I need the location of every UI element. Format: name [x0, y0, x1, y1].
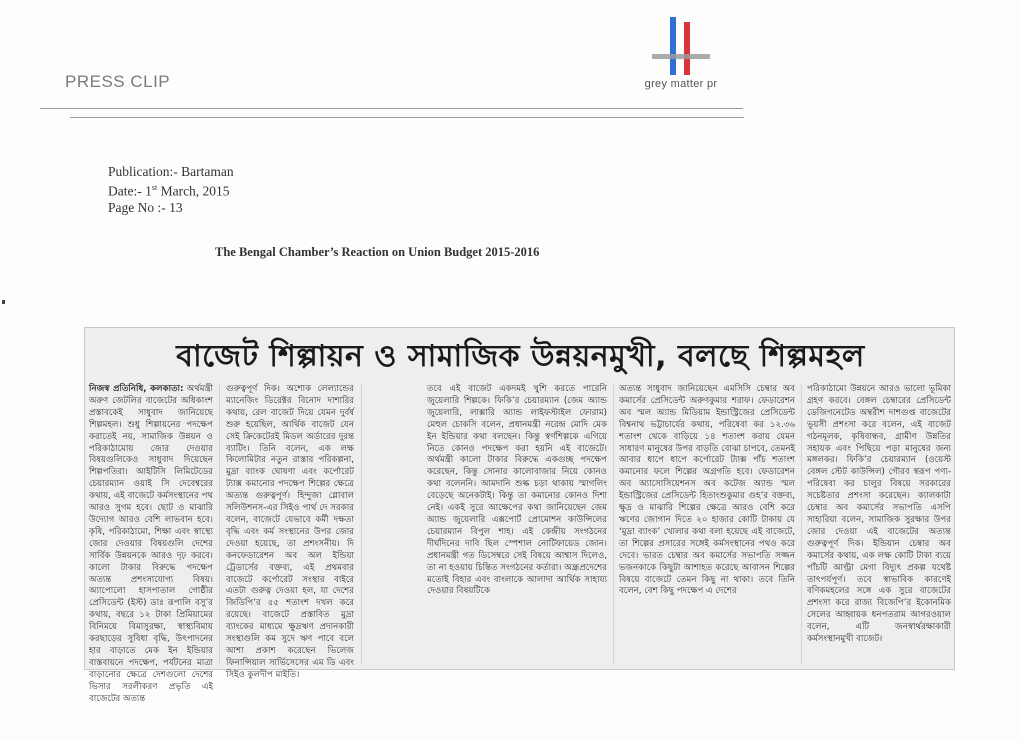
column-text: অত্যন্ত সাধুবাদ জানিয়েছেন এমসিসি চেম্বার অব কমার্সের প্রেসিডেন্ট অরুণকুমার শরাফ। ফেডারেশন অব স্মল অ্যান্ড মিডিয়াম ইন্ডাস্ট্রিজের প্রেসিডেন্ট বিশ্বনাথ ভট্টাচার্যের কথায়, পরিষেবা কর ১২.৩৬ শতাংশ থেকে বাড়িয়ে ১৪ শতাংশ করায় যেমন সাধারণ মানুষের উপর বাড়তি বোঝা চাপবে, তেমনই আবার ধাপে ধাপে কর্পোরেট ট্যাক্স পাঁচ শতাংশ কমানোর ফলে শিল্পের অগ্রগতি হবে। ফেডারেশন অব অ্যাসোসিয়েশনস অব কটেজ অ্যান্ড স্মল ইন্ডাস্ট্রিজের প্রেসিডেন্ট হিতাংশুকুমার গুহ’র বক্তব্য, ক্ষুদ্র ও মাঝারি শিল্পের ক্ষেত্রে আরও বেশি করে ঋণের জোগান দিতে ২০ হাজার কোটি টাকায় যে ‘মুদ্রা ব্যাংক’ খোলার কথা বলা হয়েছে এই বাজেটে, তা শিল্পের প্রসারের সঙ্গেই কর্মসংস্থানের পথও করে দেবে। ভারত চেম্বার অব কমার্সের সভাপতি সজ্জন ভজনকাকে কিছুটা আশাহত করেছে আবাসন শিল্পের বিষয়ে বাজেটে তেমন কিছু না থাকা। তবে তিনি বলেন, বেশ কিছু পদক্ষেপ এ দেশের	[619, 384, 795, 597]
column-divider	[361, 384, 362, 664]
column-divider	[613, 384, 614, 664]
column-text: তবে এই বাজেট একদমই খুশি করতে পারেনি জুয়েলারি শিল্পকে। ফিকি’র চেয়ারম্যান (জেম অ্যান্ড জুয়েলারি, লাক্সারি অ্যান্ড লাইফস্টাইল ফোরাম) মেহুল চোকসি বলেন, প্রধানমন্ত্রী নরেন্দ্র মোদি মেক ইন ইন্ডিয়ার কথা বলছেন। কিন্তু স্বর্ণশিল্পকে এগিয়ে নিতে কোনও পদক্ষেপ করা হয়নি এই বাজেটে। অর্থমন্ত্রী কালো টাকার বিরুদ্ধে একগুচ্ছ পদক্ষেপ করেছেন, কিন্তু সোনার কালোবাজার নিয়ে কোনও কথা বলেননি। আমদানি শুল্ক চড়া থাকায় স্মাগলিং বেড়েছে অনেকটাই। কিন্তু তা কমানোর কোনও দিশা নেই। একই সুরে আক্ষেপের কথা জানিয়েছেন জেম অ্যান্ড জুয়েলারি এক্সপোর্ট প্রোমোশন কাউন্সিলের চেয়ারম্যান বিপুল শাহ। এই কেন্দ্রীয় সংগঠনের দীর্ঘদিনের দাবি ছিল স্পেশাল নোটিফায়েড জোন। প্রধানমন্ত্রী গত ডিসেম্বরে সেই বিষয়ে আশ্বাস দিলেও, তা না হওয়ায় চিন্তিত সংগঠনের কর্তারা। অন্ধ্রপ্রদেশের মতোই বিহার এবং বাংলাকে আলাদা আর্থিক সাহায্য দেওয়ার বিষয়টিকে	[427, 384, 607, 597]
article-column-4	[619, 384, 795, 664]
column-divider	[219, 384, 220, 664]
date-rest: March, 2015	[157, 183, 230, 199]
date-line	[108, 180, 234, 200]
article-column-5	[807, 384, 951, 664]
page-number-line: Page No :- 13	[108, 199, 183, 215]
article-column-3	[427, 384, 607, 664]
logo-mark-icon	[636, 14, 726, 78]
header-rule-top	[40, 108, 743, 109]
column-text: পরিকাঠামো উন্নয়নে আরও ভালো ভূমিকা গ্রহণ করবে। বেঙ্গল চেম্বারের প্রেসিডেন্ট ডেজিগনেটেড অম্বরীশ দাশগুপ্ত বাজেটের ভূয়সী প্রশংসা করে বলেন, এই বাজেট গঠনমূলক, কৃষিবান্ধব, গ্রামীণ উন্নতির সহায়ক এবং পিছিয়ে পড়া মানুষের জন্য মঙ্গলকর। ফিকি’র চেয়ারম্যান (ওয়েস্ট বেঙ্গল স্টেট কাউন্সিল) গৌরব স্বরূপ পণ্য-পরিষেবা কর চালুর বিষয়ে সরকারের সচেষ্টতার প্রশংসা করেছেন। ক্যালকাটা চেম্বার অব কমার্সের সভাপতি এসপি সাহারিয়া বলেন, সামাজিক সুরক্ষার উপর জোর দেওয়া এই বাজেটের অত্যন্ত গুরুত্বপূর্ণ দিক। ইন্ডিয়ান চেম্বার অব কমার্সের কথায়, এক লক্ষ কোটি টাকা ব্যয়ে পাঁচটি আল্ট্রা মেগা বিদ্যুৎ প্রকল্প যথেষ্ট তাৎপর্যপূর্ণ। তবে স্বাভাবিক কারণেই বণিকমহলের সঙ্গে এক সুরে বাজেটের প্রশংসা করে রাজ্য বিজেপি’র ইকোনমিক সেলের আহ্বায়ক ধনপতরাম আগরওয়াল বলেন, এটি জনস্বার্থরক্ষাকারী কর্মসংস্থানমুখী বাজেট।	[807, 384, 951, 645]
clip-title-english: The Bengal Chamber’s Reaction on Union Budget 2015-2016	[215, 245, 540, 259]
clipping-headline: বাজেট শিল্পায়ন ও সামাজিক উন্নয়নমুখী, বলছে শিল্পমহল	[176, 339, 865, 374]
header-rule-bottom	[70, 117, 744, 118]
article-column-2	[226, 384, 354, 680]
column-text: গুরুত্বপূর্ণ দিক। অশোক লেল্যান্ডের ম্যানেজিং ডিরেক্টর বিনোদ দাশারির কথায়, রেল বাজেট দিয়ে যেমন দুর্বর্ষ শুরু হয়েছিল, আর্থিক বাজেট যেন সেই ক্রিকেটেরই মিডল অর্ডারের দুরন্ত ব্যাটিং। তিনি বলেন, এক লক্ষ কিলোমিটার নতুন রাস্তার পরিকল্পনা, মুদ্রা ব্যাংক ঘোষণা এবং কর্পোরেট ট্যাক্স কমানোর পদক্ষেপ শিল্পের ক্ষেত্রে অত্যন্ত গুরুত্বপূর্ণ। হিন্দুজা গ্লোবাল সলিউশনস-এর সিইও পার্থ দে সরকার বলেন, বাজেটে যেভাবে কর্মী দক্ষতা বৃদ্ধি এবং কর্ম সংস্থানের উপর জোর দেওয়া হয়েছে, তা প্রশংসনীয়। দি কনফেডারেশন অব অল ইন্ডিয়া ট্রেডার্সের বক্তব্য, এই প্রথমবার বাজেটে কর্পোরেট সংস্থার বাইরে এতটা গুরুত্ব দেওয়া হল, যা দেশের জিডিপি’র ৫৫ শতাংশ দখল করে রয়েছে। বাজেটে প্রস্তাবিত মুদ্রা ব্যাংকের মাধ্যমে ক্ষুদ্রঋণ প্রদানকারী সংস্থাগুলি কম সুদে ঋণ পাবে বলে আশা প্রকাশ করেছেন ভিলেজ ফিনান্সিয়াল সার্ভিসেসের এম ডি এবং সিইও কুলদীপ মাইতি।	[226, 384, 354, 680]
publication-meta	[108, 164, 234, 216]
press-clip-label: PRESS CLIP	[65, 72, 171, 91]
newspaper-clipping	[84, 327, 955, 704]
column-text: অর্থমন্ত্রী অরুণ জেটলির বাজেটের অধিকাংশ প্রস্তাবকেই সাধুবাদ জানিয়েছে শিল্পমহল। শুধু শিল্পায়নের পদক্ষেপ করাতেই নয়, সামাজিক উন্নয়ন ও পরিকাঠামোয় জোর দেওয়ার বিষয়গুলিকেও সাধুবাদ দিয়েছেন শিল্পপতিরা। আইটিসি লিমিটেডের চেয়ারম্যান ওয়াই সি দেবেশ্বরের কথায়, এই বাজেটে কর্মসংস্থানের পথ আরও সুগম হবে। ছোট ও মাঝারি উদ্যোগ আরও বেশি লাভবান হবে। কৃষি, পরিকাঠামো, শিক্ষা এবং স্বাস্থ্যে জোর দেওয়ার বিষয়গুলি দেশের সার্বিক উন্নয়নকে আরও দৃঢ় করবে। কালো টাকার বিরুদ্ধে পদক্ষেপ অত্যন্ত প্রশংসাযোগ্য বিষয়। অ্যাপোলো হাসপাতাল গোষ্ঠীর প্রেসিডেন্ট (ইস্ট) ডাঃ রূপালি বসু’র কথায়, বছরে ১২ টাকা প্রিমিয়ামের বিনিময়ে বিমাসুরক্ষা, স্বাস্থ্যবিমায় করছাড়ের সুবিধা বৃদ্ধি, উৎপাদনের হার বাড়াতে মেক ইন ইন্ডিয়ার বাস্তবায়নে পদক্ষেপ, পর্যটনের মাত্রা বাড়ানোর ক্ষেত্রে দেশগুলো দেশের ভিসার সরলীকরণ প্রভৃতি এই বাজেটের অত্যন্ত	[89, 384, 213, 704]
grey-matter-pr-logo	[636, 14, 726, 96]
article-column-1	[89, 384, 213, 704]
byline: নিজস্ব প্রতিনিধি, কলকাতা:	[89, 384, 184, 394]
date-prefix: Date:- 1	[108, 183, 152, 199]
scan-margin-mark	[2, 300, 5, 304]
logo-text: grey matter pr	[644, 78, 718, 90]
publication-line: Publication:- Bartaman	[108, 164, 234, 179]
column-divider	[801, 384, 802, 664]
date-ordinal: st	[151, 183, 158, 192]
